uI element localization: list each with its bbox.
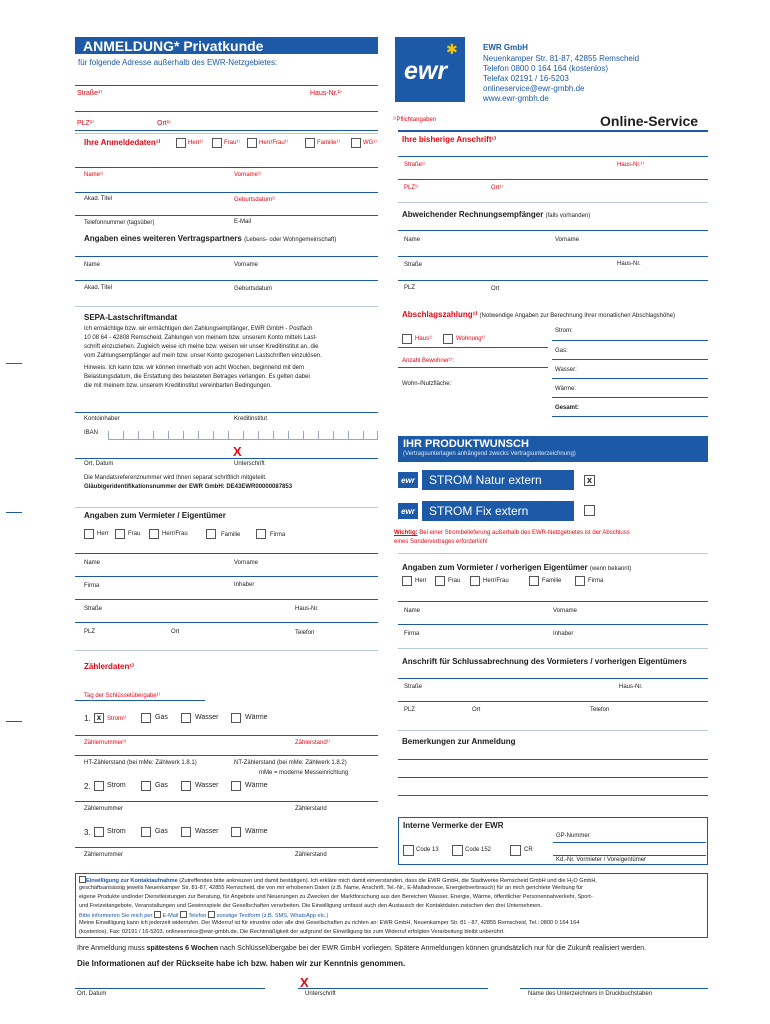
- prev-vorname-label: Vorname: [553, 608, 578, 614]
- prev-name-label: Name: [404, 608, 421, 614]
- meter-2-wasser-checkbox[interactable]: [181, 781, 191, 791]
- gesamt-label: Gesamt:: [555, 405, 580, 411]
- code152-checkbox[interactable]: [452, 845, 463, 856]
- email-label: E-Mail: [234, 219, 252, 225]
- herr-label: Herr¹⁾: [188, 140, 204, 146]
- prev-street-label: Straße¹⁾: [404, 162, 426, 168]
- remarks-line-3[interactable]: [398, 795, 708, 796]
- deadline-text: Ihre Anmeldung muss spätestens 6 Wochen nach Schlüsselübergabe bei der EWR GmbH vorliegen. Spätere Anmeldungen können grundsätzlich nur für die Zukunft realisiert werden.: [77, 945, 647, 952]
- gp-label: GP-Nummer: [556, 833, 590, 839]
- landlord-herr-frau-checkbox[interactable]: [149, 529, 159, 539]
- landlord-title: Angaben zum Vermieter / Eigentümer: [84, 511, 226, 520]
- sepa-text-4: vom Zahlungsempfänger auf mein bzw. unser Konto gezogenen Lastschriften einzulösen.: [84, 353, 322, 359]
- prev-firma-line[interactable]: [398, 624, 708, 625]
- meter-3-wasser-checkbox[interactable]: [181, 827, 191, 837]
- product-hint: (Vertragsunterlagen anhängend zwecks Vertragsunterzeichnung): [403, 451, 576, 457]
- herr-frau-label: Herr/Frau¹⁾: [259, 140, 289, 146]
- landlord-street-line[interactable]: [75, 599, 378, 600]
- prev-herr-frau-checkbox[interactable]: [470, 576, 480, 586]
- prev-landlord-title: Angaben zum Vormieter / vorherigen Eigentümer (wenn bekannt): [402, 563, 632, 572]
- meter-3-number-line[interactable]: [75, 847, 378, 848]
- advance-title: Abschlagszahlung¹⁾ (Notwendige Angaben zur Berechnung Ihrer monatlichen Abschlagshöhe): [402, 310, 676, 319]
- meter-1-gas-label: Gas: [155, 714, 168, 721]
- mme-label: mMe = moderne Messeinrichtung: [259, 770, 349, 776]
- company-fax: Telefax 02191 / 16-5203: [483, 74, 569, 83]
- partner-akad-line[interactable]: [75, 280, 378, 281]
- prev-name-line[interactable]: [398, 601, 708, 602]
- gp-line[interactable]: [553, 842, 706, 843]
- herr-frau-checkbox[interactable]: [247, 138, 257, 148]
- mandate-ref-text: Die Mandatsreferenznummer wird Ihnen separat schriftlich mitgeteilt.: [84, 475, 267, 481]
- footer-signature-line[interactable]: [298, 988, 488, 989]
- applicant-title: Ihre Anmeldedaten¹⁾: [84, 138, 161, 147]
- wohnung-checkbox[interactable]: [443, 334, 453, 344]
- kd-label: Kd.-Nr. Vormieter / Voreigentümer: [556, 857, 647, 863]
- divider: [75, 650, 378, 651]
- signature-mark: X: [233, 444, 242, 459]
- code13-label: Code 13: [416, 847, 439, 853]
- final-city-label: Ort: [472, 707, 481, 713]
- consent-checkbox[interactable]: [79, 876, 86, 883]
- prev-house-label: Haus-Nr.¹⁾: [617, 162, 645, 168]
- area-label: Wohn-/Nutzfläche:: [402, 381, 452, 387]
- prev-street-line[interactable]: [398, 156, 708, 157]
- billing-vorname-label: Vorname: [555, 237, 580, 243]
- strom-label: Strom:: [555, 328, 573, 334]
- consent-line-4: und Freizeitangebote, Veranstaltungen und Gewinnspiele der Gesellschaften verarbeiten. Die Einwilligung umfasst auch den Austausch der Kontaktdaten zwischen den drei Unternehmen.: [79, 903, 543, 909]
- meter-3-gas-label: Gas: [155, 828, 168, 835]
- final-street-label: Straße: [404, 684, 423, 690]
- gas-label: Gas:: [555, 348, 568, 354]
- consent-line-3: eigene Produkte und/oder Dienstleistungen zur Beratung, für Angebote und Neuerungen zu Zwecken der Marktforschung aus den Bereichen Wasser, Energie, Wärme, öffentlicher Personennahverkehr, Sport-: [79, 894, 593, 900]
- billing-city-label: Ort: [491, 286, 500, 292]
- code152-label: Code 152: [465, 847, 492, 853]
- company-phone: Telefon 0800 0 164 164 (kostenlos): [483, 64, 608, 73]
- code13-checkbox[interactable]: [403, 845, 414, 856]
- holder-label: Kontoinhaber: [84, 416, 120, 422]
- billing-house-label: Haus-Nr.: [617, 261, 641, 267]
- footer-printed-line[interactable]: [520, 988, 708, 989]
- birth-label: Geburtsdatum¹⁾: [234, 197, 276, 203]
- company-name: EWR GmbH: [483, 43, 528, 52]
- landlord-herr-label: Herr: [97, 531, 109, 537]
- ewr-badge-icon: ewr: [398, 472, 418, 488]
- name-label: Name¹⁾: [84, 172, 104, 178]
- partner-name-line[interactable]: [75, 256, 378, 257]
- wohnung-label: Wohnung¹⁾: [456, 336, 486, 342]
- footer-printed-label: Name des Unterzeichners in Druckbuchstaben: [528, 991, 653, 997]
- company-street: Neuenkamper Str. 81-87, 42855 Remscheid: [483, 54, 640, 63]
- fold-mark: [6, 512, 22, 513]
- ewr-badge-icon: ewr: [398, 503, 418, 519]
- name-line[interactable]: [75, 167, 378, 168]
- company-web[interactable]: www.ewr-gmbh.de: [483, 94, 549, 103]
- meter-3-number-label: Zählernummer: [84, 852, 124, 858]
- wasser-label: Wasser:: [555, 367, 577, 373]
- wg-label: WG¹⁾: [363, 140, 377, 146]
- landlord-familie-checkbox[interactable]: [206, 529, 216, 539]
- haus-line[interactable]: [398, 347, 548, 348]
- wg-checkbox[interactable]: [351, 138, 361, 148]
- street-line-2[interactable]: [75, 111, 378, 112]
- consent-line-6: Meine Einwilligung kann ich jederzeit widerrufen. Der Widerruf ist für einzelne oder alle drei Gesellschaften zu richten an: EWR GmbH, Neuenkamper Str. 81 - 87, 42855 Remscheid, Tel.: 0800 0 164 164: [79, 920, 580, 926]
- product-1-label: STROM Natur extern: [429, 473, 542, 487]
- billing-plz-label: PLZ: [404, 285, 416, 291]
- divider: [75, 306, 378, 307]
- footer-signature-label: Unterschrift: [305, 991, 336, 997]
- meter-1-waerme-label: Wärme: [245, 714, 268, 721]
- prev-frau-checkbox[interactable]: [435, 576, 445, 586]
- gesamt-line[interactable]: [552, 416, 708, 417]
- sepa-signature-label: Unterschrift: [234, 461, 265, 467]
- landlord-vorname-label: Vorname: [234, 560, 259, 566]
- meter-2-reading-label: Zählerstand: [295, 806, 327, 812]
- prev-plz-label: PLZ¹⁾: [404, 185, 419, 191]
- partner-birth-label: Geburtsdatum: [234, 286, 273, 292]
- partner-akad-label: Akad. Titel: [84, 285, 113, 291]
- iban-field[interactable]: [108, 431, 378, 440]
- fold-mark: [6, 721, 22, 722]
- frau-label: Frau¹⁾: [224, 140, 240, 146]
- internal-title: Interne Vermerke der EWR: [403, 821, 504, 830]
- meter-1-strom-label: Strom¹⁾: [107, 716, 127, 722]
- meter-1-number-label: Zählernummer¹⁾: [84, 740, 127, 746]
- prev-inhaber-label: Inhaber: [553, 631, 574, 637]
- divider: [75, 133, 378, 134]
- prev-plz-line[interactable]: [398, 179, 708, 180]
- meter-1-wasser-label: Wasser: [195, 714, 219, 721]
- street-line[interactable]: [75, 85, 378, 86]
- herr-checkbox[interactable]: [176, 138, 186, 148]
- vorname-label: Vorname¹⁾: [234, 172, 262, 178]
- landlord-phone-label: Telefon: [295, 630, 315, 636]
- consent-line-5: Bitte informieren Sie mich per E-Mail Telefon sonstige Textform (z.B. SMS, WhatsApp etc.): [79, 913, 329, 919]
- plz-line[interactable]: [75, 130, 378, 131]
- wasser-line[interactable]: [552, 378, 708, 379]
- divider: [398, 730, 708, 731]
- prev-city-label: Ort¹⁾: [491, 185, 503, 191]
- billing-name-line[interactable]: [398, 230, 708, 231]
- landlord-familie-label: Familie: [221, 532, 241, 538]
- haus-label: Haus¹⁾: [415, 336, 433, 342]
- required-note: ¹⁾Pflichtangaben: [393, 117, 437, 123]
- sepa-hint-2: Belastungsdatum, die Erstattung des belasteten Betrages verlangen. Es gelten dabei: [84, 374, 310, 380]
- phone-label: Telefonnummer (tagsüber): [84, 220, 155, 226]
- landlord-name-label: Name: [84, 560, 101, 566]
- ht-label: HT-Zählerstand (bei mMe: Zählwerk 1.8.1): [84, 760, 197, 766]
- creditor-id-text: Gläubigeridentifikationsnummer der EWR GmbH: DE43EWR00000087853: [84, 484, 293, 490]
- strom-line[interactable]: [552, 340, 708, 341]
- meter-2-wasser-label: Wasser: [195, 782, 219, 789]
- prev-firma-field: Firma: [404, 631, 420, 637]
- meter-2-gas-label: Gas: [155, 782, 168, 789]
- meter-2-waerme-checkbox[interactable]: [231, 781, 241, 791]
- sepa-text-2: 10 08 64 - 42808 Remscheid, Zahlungen von meinem bzw. unserem Konto mittels Last-: [84, 335, 318, 341]
- divider: [398, 202, 708, 203]
- prev-firma-label: Firma: [588, 578, 604, 584]
- landlord-frau-checkbox[interactable]: [115, 529, 125, 539]
- page-subtitle: für folgende Adresse außerhalb des EWR-Netzgebietes:: [78, 58, 278, 67]
- meter-ht-line[interactable]: [75, 755, 378, 756]
- akad-line[interactable]: [75, 192, 378, 193]
- product-note-1: Wichtig: Bei einer Strombelieferung außerhalb des EWR-Netzgebietes ist der Abschluss: [394, 530, 630, 536]
- kd-line[interactable]: [553, 855, 706, 856]
- handover-label: Tag der Schlüsselübergabe¹⁾: [84, 693, 161, 699]
- landlord-firma-line[interactable]: [75, 576, 378, 577]
- sepa-text-1: Ich ermächtige bzw. wir ermächtigen den Zahlungsempfänger, EWR GmbH - Postfach: [84, 326, 313, 332]
- gas-line[interactable]: [552, 359, 708, 360]
- prev-familie-checkbox[interactable]: [529, 576, 539, 586]
- waerme-line[interactable]: [552, 397, 708, 398]
- prev-firma-checkbox[interactable]: [575, 576, 585, 586]
- meter-2-number-line[interactable]: [75, 801, 378, 802]
- final-house-label: Haus-Nr.: [619, 684, 643, 690]
- sepa-title: SEPA-Lastschriftmandat: [84, 313, 178, 322]
- akad-label: Akad. Titel: [84, 196, 113, 202]
- landlord-name-line[interactable]: [75, 553, 378, 554]
- online-service-label: Online-Service: [600, 113, 699, 129]
- waerme-label: Wärme:: [555, 386, 576, 392]
- ewr-logo-text: ewr: [404, 57, 448, 85]
- meter-3-gas-checkbox[interactable]: [141, 827, 151, 837]
- cr-checkbox[interactable]: [510, 845, 521, 856]
- billing-plz-line[interactable]: [398, 280, 708, 281]
- meter-1-strom-checkbox[interactable]: x: [94, 713, 104, 723]
- landlord-herr-checkbox[interactable]: [84, 529, 94, 539]
- product-2-label: STROM Fix extern: [429, 504, 529, 518]
- ack-text: Die Informationen auf der Rückseite habe ich bzw. haben wir zur Kenntnis genommen.: [77, 959, 406, 968]
- landlord-herr-frau-label: Herr/Frau: [162, 531, 188, 537]
- landlord-firma-field: Firma: [84, 583, 100, 589]
- meter-2-waerme-label: Wärme: [245, 782, 268, 789]
- company-email[interactable]: onlineservice@ewr-gmbh.de: [483, 84, 585, 93]
- handover-line[interactable]: [75, 700, 205, 701]
- landlord-city-label: Ort: [171, 629, 180, 635]
- partner-vorname-label: Vorname: [234, 262, 259, 268]
- meter-title: Zählerdaten¹⁾: [84, 662, 134, 671]
- meter-3-waerme-checkbox[interactable]: [231, 827, 241, 837]
- divider: [75, 507, 378, 508]
- landlord-frau-label: Frau: [128, 531, 141, 537]
- remarks-line-1[interactable]: [398, 759, 708, 760]
- persons-line[interactable]: [398, 367, 548, 368]
- meter-3-strom-checkbox[interactable]: [94, 827, 104, 837]
- prev-herr-frau-label: Herr/Frau: [483, 578, 509, 584]
- final-phone-label: Telefon: [590, 707, 610, 713]
- divider: [398, 553, 708, 554]
- final-street-line[interactable]: [398, 678, 708, 679]
- landlord-inhaber-label: Inhaber: [234, 582, 255, 588]
- landlord-plz-label: PLZ: [84, 629, 96, 635]
- billing-street-label: Straße: [404, 262, 423, 268]
- prev-frau-label: Frau: [448, 578, 461, 584]
- persons-label: Anzahl Bewohner¹⁾:: [402, 358, 455, 364]
- consent-email-checkbox[interactable]: [154, 911, 161, 918]
- footer-signature-mark: X: [300, 975, 309, 990]
- sepa-hint-3: die mit meinem bzw. unserem Kreditinstitut vereinbarten Bedingungen.: [84, 383, 272, 389]
- meter-2-strom-checkbox[interactable]: [94, 781, 104, 791]
- phone-line[interactable]: [75, 215, 378, 216]
- meter-1-number: 1.: [84, 714, 91, 723]
- product-title: IHR PRODUKTWUNSCH: [403, 438, 529, 450]
- remarks-line-2[interactable]: [398, 777, 708, 778]
- billing-street-line[interactable]: [398, 256, 708, 257]
- meter-3-wasser-label: Wasser: [195, 828, 219, 835]
- landlord-plz-line[interactable]: [75, 622, 378, 623]
- consent-line-2: geschäftsansässig jeweils Neuenkamper Str. 81-87, 42855 Remscheid, die von mir erhobenen Daten (z.B. Name, Anschrift, Tel.-Nr., E-Mailadresse, Energiebverbrauch) für an mich gerichtete Werbung für: [79, 885, 583, 891]
- iban-label: IBAN: [84, 430, 99, 436]
- meter-1-number-line[interactable]: [75, 735, 378, 736]
- meter-3-reading-label: Zählerstand: [295, 852, 327, 858]
- star-icon: ✱: [446, 41, 458, 57]
- previous-title: Ihre bisherige Anschrift¹⁾: [402, 135, 497, 144]
- landlord-house-label: Haus-Nr.: [295, 606, 319, 612]
- sepa-hint-1: Hinweis: Ich kann bzw. wir können innerhalb von acht Wochen, beginnend mit dem: [84, 365, 305, 371]
- street-label: Straße¹⁾: [77, 90, 103, 97]
- meter-1-gas-checkbox[interactable]: [141, 713, 151, 723]
- holder-line[interactable]: [75, 412, 378, 413]
- meter-3-waerme-label: Wärme: [245, 828, 268, 835]
- fold-mark: [6, 363, 22, 364]
- familie-checkbox[interactable]: [305, 138, 315, 148]
- divider: [398, 648, 708, 649]
- billing-name-label: Name: [404, 237, 421, 243]
- consent-phone-checkbox[interactable]: [180, 911, 187, 918]
- product-note-2: eines Sondervertrages erforderlich!: [394, 539, 488, 545]
- meter-1-reading-label: Zählerstand¹⁾: [295, 740, 331, 746]
- footer-date-line[interactable]: [75, 988, 265, 989]
- nt-label: NT-Zählerstand (bei mMe: Zählwerk 1.8.2): [234, 760, 347, 766]
- frau-checkbox[interactable]: [212, 138, 222, 148]
- haus-checkbox[interactable]: [402, 334, 412, 344]
- meter-3-strom-label: Strom: [107, 828, 126, 835]
- meter-2-strom-label: Strom: [107, 782, 126, 789]
- city-label: Ort¹⁾: [157, 120, 171, 127]
- product-1-checkbox[interactable]: x: [584, 475, 595, 486]
- ewr-logo: [395, 37, 465, 102]
- house-label: Haus-Nr.¹⁾: [310, 90, 342, 97]
- bank-label: Kreditinstitut: [234, 416, 268, 422]
- sepa-text-3: schrift einzuziehen. Zugleich weise ich meine bzw. weisen wir unser Kreditinstitut an, die: [84, 344, 319, 350]
- final-plz-label: PLZ: [404, 707, 416, 713]
- consent-line-7: (kostenlos), Fax: 02191 / 16-5203, onlineservice@ewr-gmbh.de. Die Rechtmäßigkeit der aufgrund der Einwilligung bis zum Widerruf erfolgten Verarbeitung bleibt unberührt.: [79, 929, 505, 935]
- familie-label: Familie¹⁾: [317, 140, 340, 146]
- remarks-title: Bemerkungen zur Anmeldung: [402, 737, 516, 746]
- meter-1-wasser-checkbox[interactable]: [181, 713, 191, 723]
- final-addr-title: Anschrift für Schlussabrechnung des Vormieters / vorherigen Eigentümers: [402, 657, 687, 666]
- landlord-firma-label: Firma: [270, 532, 286, 538]
- cr-label: CR: [524, 847, 533, 853]
- final-plz-line[interactable]: [398, 701, 708, 702]
- prev-herr-checkbox[interactable]: [402, 576, 412, 586]
- sepa-date-line[interactable]: [75, 458, 378, 459]
- billing-title: Abweichender Rechnungsempfänger (falls vorhanden): [402, 210, 591, 219]
- online-service-bar: [398, 130, 708, 132]
- meter-2-gas-checkbox[interactable]: [141, 781, 151, 791]
- landlord-street-label: Straße: [84, 606, 103, 612]
- meter-1-waerme-checkbox[interactable]: [231, 713, 241, 723]
- prev-familie-label: Familie: [542, 578, 562, 584]
- prev-herr-label: Herr: [415, 578, 427, 584]
- page-title: ANMELDUNG* Privatkunde: [83, 38, 264, 54]
- landlord-firma-checkbox[interactable]: [256, 529, 266, 539]
- meter-2-number-label: Zählernummer: [84, 806, 124, 812]
- consent-line-1: Einwilligung zur Kontaktaufnahme (Zutreffendes bitte ankreuzen und damit bestätigen). Ich erkläre mich damit einverstanden, dass die EWR GmbH, die Stadtwerke Remscheid GmbH und die H₂O GmbH,: [79, 876, 597, 884]
- meter-2-number: 2.: [84, 782, 91, 791]
- footer-date-label: Ort, Datum: [77, 991, 107, 997]
- sepa-date-label: Ort, Datum: [84, 461, 114, 467]
- partner-name-label: Name: [84, 262, 101, 268]
- product-2-checkbox[interactable]: [584, 505, 595, 516]
- consent-other-checkbox[interactable]: [208, 911, 215, 918]
- partner-title: Angaben eines weiteren Vertragspartners (Lebens- oder Wohngemeinschaft): [84, 234, 337, 243]
- plz-label: PLZ¹⁾: [77, 120, 94, 127]
- meter-3-number: 3.: [84, 828, 91, 837]
